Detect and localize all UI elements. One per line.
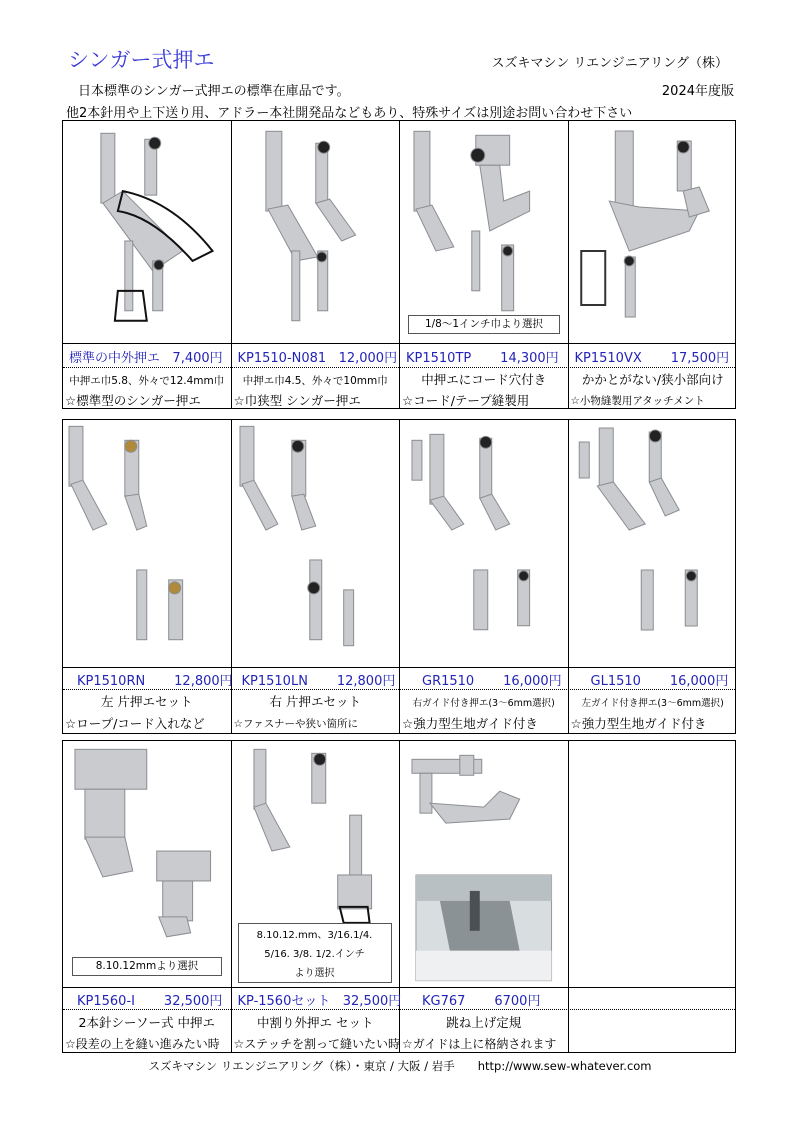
- product-model: KP1510TP: [406, 351, 472, 366]
- presser-foot-photo: [400, 420, 568, 667]
- product-price: 6700円: [494, 994, 541, 1009]
- product-price: 16,000円: [503, 674, 562, 689]
- product-row-2: [62, 419, 736, 734]
- presser-foot-photo: [400, 121, 568, 343]
- product-feature: ☆強力型生地ガイド付き: [402, 716, 538, 731]
- footer-contact: スズキマシン リエンジニアリング（株）・東京 / 大阪 / 岩手 http://www.sew-whatever.com: [148, 1059, 652, 1073]
- product-feature: ☆小物縫製用アタッチメント: [570, 395, 705, 407]
- product-cell: [63, 121, 232, 408]
- product-model: GR1510: [422, 674, 475, 689]
- product-cell: [400, 121, 569, 408]
- product-model: KP1510LN: [241, 674, 308, 689]
- product-feature: ☆ステッチを割って縫いたい時: [233, 1037, 401, 1051]
- product-desc: 左ガイド付き押エ(3～6mm選択): [581, 698, 724, 709]
- product-price: 12,800円: [174, 674, 233, 689]
- product-desc: 2本針シーソー式 中押エ: [78, 1015, 215, 1030]
- product-cell: [569, 121, 738, 408]
- intro-line-1: 日本標準のシンガー式押エの標準在庫品です。: [78, 84, 350, 99]
- product-feature: ☆強力型生地ガイド付き: [570, 716, 707, 731]
- product-feature: ☆標準型のシンガー押エ: [65, 393, 201, 408]
- product-feature: ☆コード/テープ縫製用: [402, 393, 530, 408]
- product-model: KP1510RN: [77, 674, 146, 689]
- product-price: 32,500円: [342, 994, 402, 1009]
- size-note: 1/8～1インチ巾より選択: [408, 315, 560, 334]
- empty-cell: [569, 741, 738, 1052]
- product-feature: ☆ガイドは上に格納されます: [402, 1037, 557, 1051]
- product-price: 12,800円: [336, 674, 396, 689]
- product-desc: 中押エ巾5.8、外々で12.4mm巾: [69, 375, 225, 387]
- product-cell: [63, 741, 232, 1052]
- size-note-line: より選択: [294, 968, 335, 979]
- product-cell: [232, 420, 401, 733]
- presser-foot-photo: [232, 741, 400, 987]
- product-feature: ☆ファスナーや狭い箇所に: [233, 718, 358, 730]
- size-note-line: 8.10.12.mm、3/16.1/4.: [256, 930, 373, 941]
- edition-label: 2024年度版: [661, 84, 734, 99]
- product-cell: [232, 121, 401, 408]
- presser-foot-photo: [63, 420, 231, 667]
- product-desc: 跳ね上げ定規: [446, 1015, 522, 1030]
- size-note-line: 5/16. 3/8. 1/2.インチ: [264, 949, 365, 960]
- product-model: KP1510VX: [574, 351, 642, 366]
- company-name: スズキマシン リエンジニアリング（株）: [491, 56, 728, 71]
- product-price: 17,500円: [670, 351, 730, 366]
- product-row-3: [62, 740, 736, 1053]
- product-cell: [232, 741, 401, 1052]
- product-desc: 中押エ巾4.5、外々で10mm巾: [242, 375, 388, 387]
- product-price: 14,300円: [500, 351, 559, 366]
- presser-foot-photo: [63, 121, 231, 343]
- product-cell: [63, 420, 232, 733]
- product-cell: [400, 420, 569, 733]
- product-feature: ☆ロープ/コード入れなど: [65, 716, 205, 731]
- product-model: KP-1560セット: [237, 994, 331, 1009]
- product-model: GL1510: [590, 674, 641, 689]
- product-price: 12,000円: [338, 351, 398, 366]
- presser-foot-photo: [569, 420, 738, 667]
- size-note: 8.10.12mmより選択: [72, 957, 222, 976]
- intro-line-2: 他2本針用や上下送り用、アドラー本社開発品などもあり、特殊サイズは別途お問い合わせ下さい: [66, 106, 633, 121]
- product-desc: 中押エにコード穴付き: [421, 372, 547, 387]
- product-desc: 右ガイド付き押エ(3～6mm選択): [412, 698, 555, 709]
- product-price: 16,000円: [669, 674, 729, 689]
- product-feature: ☆巾狭型 シンガー押エ: [233, 393, 361, 408]
- size-note: [238, 923, 392, 983]
- product-price: 32,500円: [163, 994, 223, 1009]
- product-cell: [569, 420, 738, 733]
- product-price: 7,400円: [172, 351, 223, 366]
- product-model: 標準の中外押エ: [69, 351, 161, 366]
- page-title: シンガー式押エ: [68, 48, 215, 72]
- product-model: KG767: [422, 994, 466, 1009]
- product-model: KP1510-N081: [237, 351, 327, 366]
- presser-foot-photo: [400, 741, 568, 987]
- presser-foot-photo: [232, 121, 400, 343]
- presser-foot-photo: [63, 741, 231, 987]
- product-feature: ☆段差の上を縫い進みたい時: [65, 1037, 220, 1051]
- product-cell: [400, 741, 569, 1052]
- presser-foot-photo: [232, 420, 400, 667]
- product-desc: 右 片押エセット: [269, 694, 361, 709]
- product-desc: 左 片押エセット: [101, 694, 193, 709]
- product-model: KP1560-I: [77, 994, 135, 1009]
- product-desc: かかとがない/狭小部向け: [581, 372, 724, 387]
- product-row-1: [62, 120, 736, 409]
- product-desc: 中割り外押エ セット: [257, 1015, 374, 1030]
- presser-foot-photo: [569, 121, 738, 343]
